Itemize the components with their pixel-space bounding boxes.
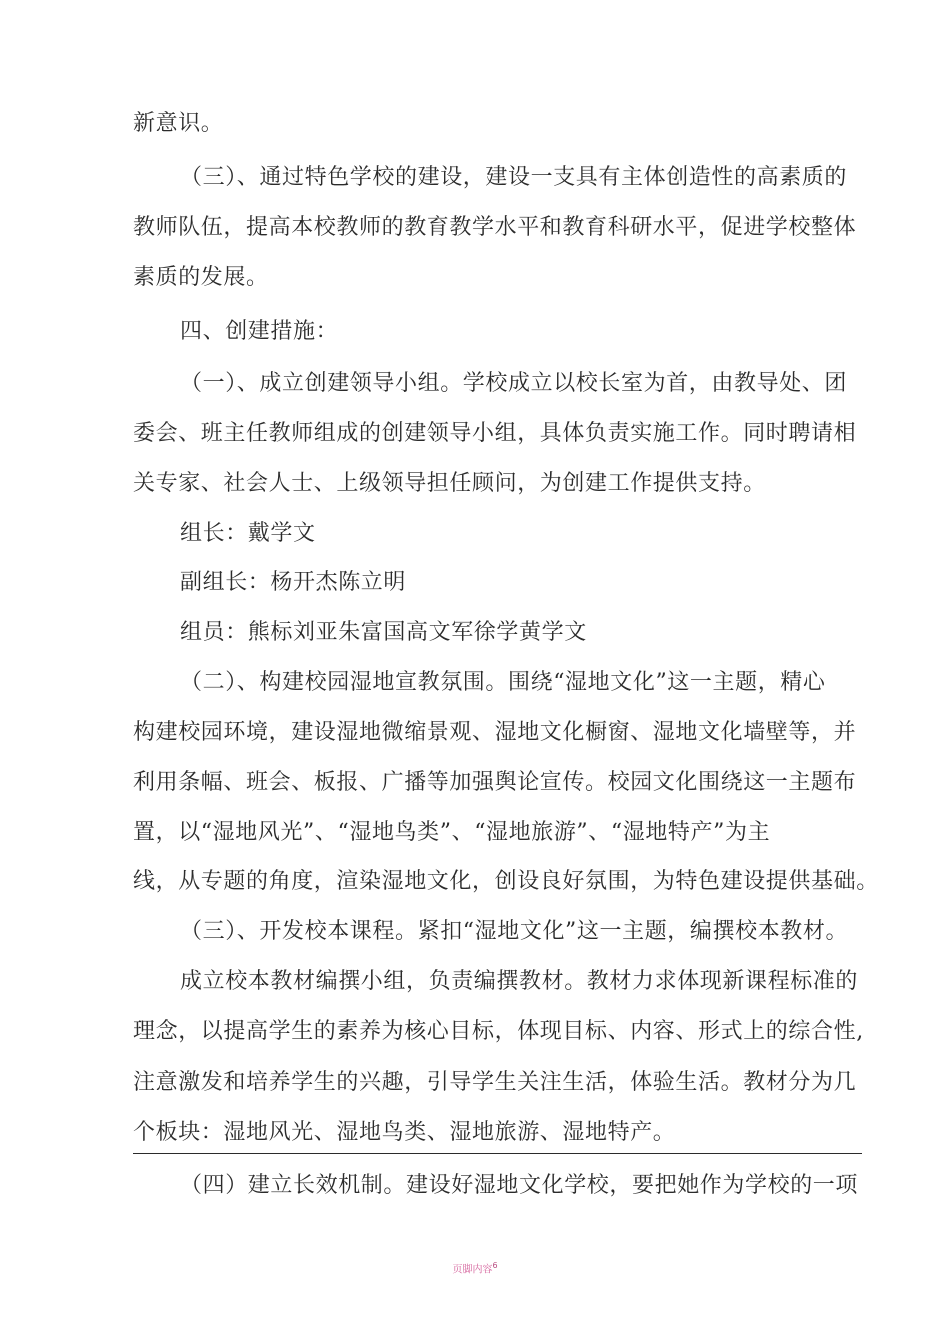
leader-line: 组长：戴学文 bbox=[180, 521, 316, 546]
text-line: 关专家、社会人士、上级领导担任顾问，为创建工作提供支持。 bbox=[133, 471, 766, 496]
text-line: 注意激发和培养学生的兴趣，引导学生关注生活，体验生活。教材分为几 bbox=[133, 1070, 857, 1095]
text-line: 利用条幅、班会、板报、广播等加强舆论宣传。校园文化围绕这一主题布 bbox=[133, 770, 857, 795]
text-line: 委会、班主任教师组成的创建领导小组，具体负责实施工作。同时聘请相 bbox=[133, 421, 857, 446]
text-line: 新意识。 bbox=[133, 111, 224, 136]
page-footer bbox=[0, 1259, 950, 1277]
deputy-line: 副组长：杨开杰陈立明 bbox=[180, 570, 407, 595]
text-line: 素质的发展。 bbox=[133, 265, 269, 290]
text-line: （三）、开发校本课程。紧扣“湿地文化”这一主题，编撰校本教材。 bbox=[180, 919, 849, 944]
footer-mark: 6 bbox=[492, 1261, 498, 1270]
text-line: 成立校本教材编撰小组，负责编撰教材。教材力求体现新课程标准的 bbox=[180, 969, 859, 994]
footnote-divider bbox=[133, 1153, 862, 1154]
text-line: （三）、通过特色学校的建设，建设一支具有主体创造性的高素质的 bbox=[180, 165, 848, 190]
section-heading: 四、创建措施： bbox=[180, 319, 339, 344]
text-line: （一）、成立创建领导小组。学校成立以校长室为首，由教导处、团 bbox=[180, 371, 848, 396]
footer-text: 页脚内容 bbox=[452, 1264, 493, 1276]
text-line: 构建校园环境，建设湿地微缩景观、湿地文化橱窗、湿地文化墙壁等，并 bbox=[133, 720, 857, 745]
text-line: 理念，以提高学生的素养为核心目标，体现目标、内容、形式上的综合性, bbox=[133, 1019, 864, 1044]
text-line: 个板块：湿地风光、湿地鸟类、湿地旅游、湿地特产。 bbox=[133, 1120, 676, 1145]
text-line: 置，以“湿地风光”、“湿地鸟类”、“湿地旅游”、“湿地特产”为主 bbox=[133, 820, 771, 845]
members-line: 组员：熊标刘亚朱富国高文军徐学黄学文 bbox=[180, 620, 587, 645]
text-line: （二）、构建校园湿地宣教氛围。围绕“湿地文化”这一主题，精心 bbox=[180, 670, 826, 695]
text-line: （四）建立长效机制。建设好湿地文化学校，要把她作为学校的一项 bbox=[180, 1173, 859, 1198]
text-line: 线，从专题的角度，渲染湿地文化，创设良好氛围，为特色建设提供基础。 bbox=[133, 869, 879, 894]
text-line: 教师队伍，提高本校教师的教育教学水平和教育科研水平，促进学校整体 bbox=[133, 215, 857, 240]
